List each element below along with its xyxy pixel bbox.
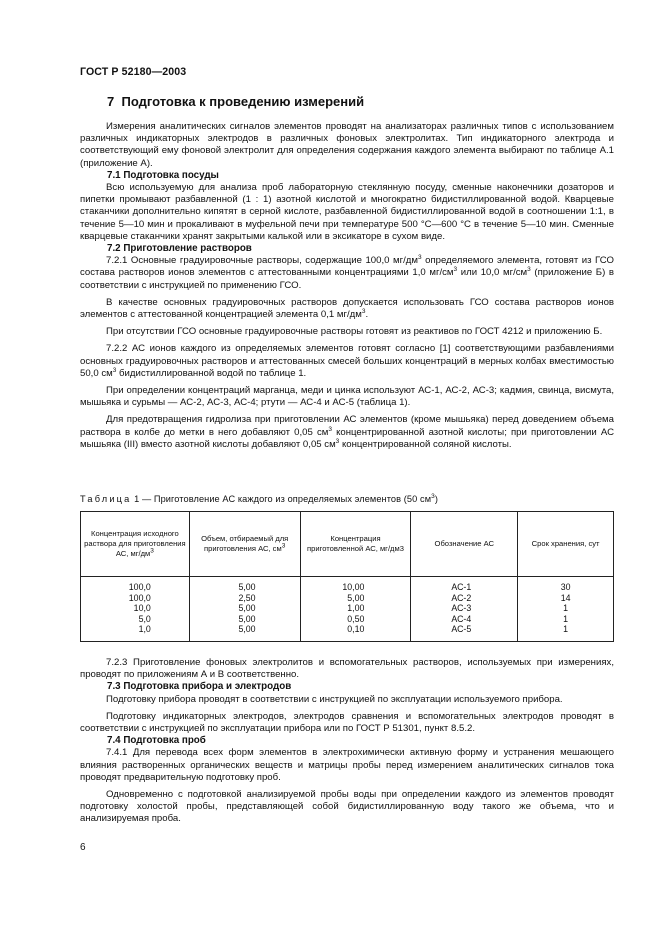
column-header-prepared-concentration: Концентрация приготовленной АС, мг/дм3 <box>300 512 411 577</box>
subsection-7-4-heading: 7.4 Подготовка проб <box>107 735 206 747</box>
subsection-7-2-heading: 7.2 Приготовление растворов <box>107 243 252 255</box>
storage-column <box>518 577 614 642</box>
table-cell: 5,00 <box>347 592 365 603</box>
table-cell: 10,0 <box>133 603 151 614</box>
table-header-row <box>81 512 614 577</box>
intro-paragraph: Измерения аналитических сигналов элементов проводят на анализаторах различных типов с использованием различных индикаторных электродов в различных фоновых электролитах. Тип индикаторного электрода и соответствующий ему фоновой электролит для определения содержания каждого элемента выбирают по таблице А.1 (приложение А). <box>80 121 614 169</box>
table-cell: 1 <box>563 613 569 624</box>
subsection-7-1-heading: 7.1 Подготовка посуды <box>107 169 219 181</box>
body-text-lower <box>80 657 614 826</box>
table-cell: АС-5 <box>451 624 472 635</box>
table-cell: 5,00 <box>238 624 256 635</box>
section-title <box>107 94 364 109</box>
table-cell: 0,50 <box>347 613 365 624</box>
preparation-table <box>80 511 614 642</box>
column-header-source-concentration: Концентрация исходного раствора для приготовления АС, $мг/дм^3$ <box>81 512 190 577</box>
section-number: 7 <box>107 94 115 109</box>
table-cell: 0,10 <box>347 624 365 635</box>
body-text-upper <box>80 121 614 451</box>
table-cell: 5,0 <box>138 613 151 624</box>
table-cell: 1 <box>563 624 569 635</box>
paragraph-hydrolysis: Для предотвращения гидролиза при приготовлении АС элементов (кроме мышьяка) перед доведением объема раствора в колбе до метки в него добавляют 0,05 $см^3$ концентрированной азотной кислоты; при приготовлении АС мышьяка (III) вместо азотной кислоты добавляют 0,05 $см^3$ концентрированной соляной кислоты. <box>80 414 614 450</box>
table-cell: 2,50 <box>238 592 256 603</box>
column-header-storage: Срок хранения, сут <box>518 512 614 577</box>
paragraph-blank-sample: Одновременно с подготовкой анализируемой пробы воды при определении каждого из элементов проводят подготовку холостой пробы, представляющей собой бидистиллированную воду такого же объема, что и анализируемая проба. <box>80 789 614 825</box>
paragraph-7-2-3: 7.2.3 Приготовление фоновых электролитов и вспомогательных растворов, используемых при измерениях, проводят по приложениям А и В соответственно. <box>80 657 614 681</box>
page-number: 6 <box>80 842 86 853</box>
table-cell: 100,0 <box>128 592 151 603</box>
table-cell: АС-3 <box>451 603 472 614</box>
table-body-row <box>81 577 614 642</box>
paragraph-no-gso: При отсутствии ГСО основные градуировочные растворы готовят из реактивов по ГОСТ 4212 и приложению Б. <box>106 326 603 338</box>
paragraph-7-2-2: 7.2.2 АС ионов каждого из определяемых элементов готовят согласно [1] соответствующими разбавлениями основных градуировочных растворов и аттестованных смесей больших концентраций в мерных колбах вместимостью 50,0 $см^3$ бидистиллированной водой по таблице 1. <box>80 343 614 379</box>
paragraph-electrode-prep: Подготовку индикаторных электродов, электродов сравнения и вспомогательных электродов проводят в соответствии с инструкцией по эксплуатации прибора или по ГОСТ Р 51301, пункт 8.5.2. <box>80 710 614 735</box>
subsection-7-3-heading: 7.3 Подготовка прибора и электродов <box>107 681 292 693</box>
subsection-7-1-paragraph: Всю используемую для анализа проб лабораторную стеклянную посуду, сменные наконечники дозаторов и пипетки промывают разбавленной (1 : 1) азотной кислотой и многократно бидистиллированной водой. Кварцевые стаканчики дополнительно кипятят в серной кислоте, разбавленной бидистиллированной водой в соотношении 1:1, в течение 5—10 мин и прокаливают в муфельной печи при температуре 500 °С—600 °С в течение 5—10 мин. Сменные кварцевые стаканчики хранят закрытыми калькой или в эксикаторе в сухом виде. <box>80 182 614 242</box>
table-cell: 30 <box>560 582 571 592</box>
paragraph-elements-usage: При определении концентраций марганца, меди и цинка используют АС-1, АС-2, АС-3; кадмия, свинца, висмута, мышьяка и сурьмы — АС-2, АС-3, АС-4; ртути — АС-4 и АС-5 (таблица 1). <box>80 385 614 409</box>
table-cell: 5,00 <box>238 603 256 614</box>
column-header-designation: Обозначение АС <box>411 512 518 577</box>
table-cell: 1,0 <box>138 624 151 635</box>
source-concentration-column <box>81 577 190 642</box>
paragraph-7-2-1: 7.2.1 Основные градуировочные растворы, содержащие 100,0 $мг/дм^3$ определяемого элемента, готовят из ГСО состава растворов ионов элементов с аттестованными концентрациями 1,0 $мг/см^3$ или 10,0 $мг/см^3$ (приложение Б) в соответствии с инструкцией по применению ГСО. <box>80 254 614 291</box>
paragraph-gso-alternative: В качестве основных градуировочных растворов допускается использовать ГСО состава растворов ионов элементов с аттестованной концентрацией элемента 0,1 $мг/дм^3$. <box>80 296 614 321</box>
table-cell: 10,00 <box>342 582 365 592</box>
paragraph-7-4-1: 7.4.1 Для перевода всех форм элементов в электрохимически активную форму и устранения мешающего влияния растворенных органических веществ и матрицы пробы перед измерением аналитических сигналов тока проводят предварительную подготовку проб. <box>80 747 614 783</box>
paragraph-instrument-prep: Подготовку прибора проводят в соответствии с инструкцией по эксплуатации используемого прибора. <box>106 693 563 705</box>
table-cell: АС-4 <box>451 613 472 624</box>
table-caption: Таблица 1 — Приготовление АС каждого из определяемых элементов (50 $см^3$) <box>80 492 439 504</box>
designation-column <box>411 577 518 642</box>
table-cell: АС-2 <box>451 592 472 603</box>
table-cell: 1 <box>563 603 569 614</box>
prepared-concentration-column <box>300 577 411 642</box>
standard-header: ГОСТ Р 52180—2003 <box>80 66 187 78</box>
table-cell: 1,00 <box>347 603 365 614</box>
section-title-text: Подготовка к проведению измерений <box>121 94 365 109</box>
table-cell: 5,00 <box>238 613 256 624</box>
column-header-volume: Объем, отбираемый для приготовления АС, $см^3$ <box>189 512 300 577</box>
volume-column <box>189 577 300 642</box>
table-cell: 14 <box>560 592 571 603</box>
table-cell: АС-1 <box>451 582 472 592</box>
table-cell: 100,0 <box>128 582 151 592</box>
table-cell: 5,00 <box>238 582 256 592</box>
